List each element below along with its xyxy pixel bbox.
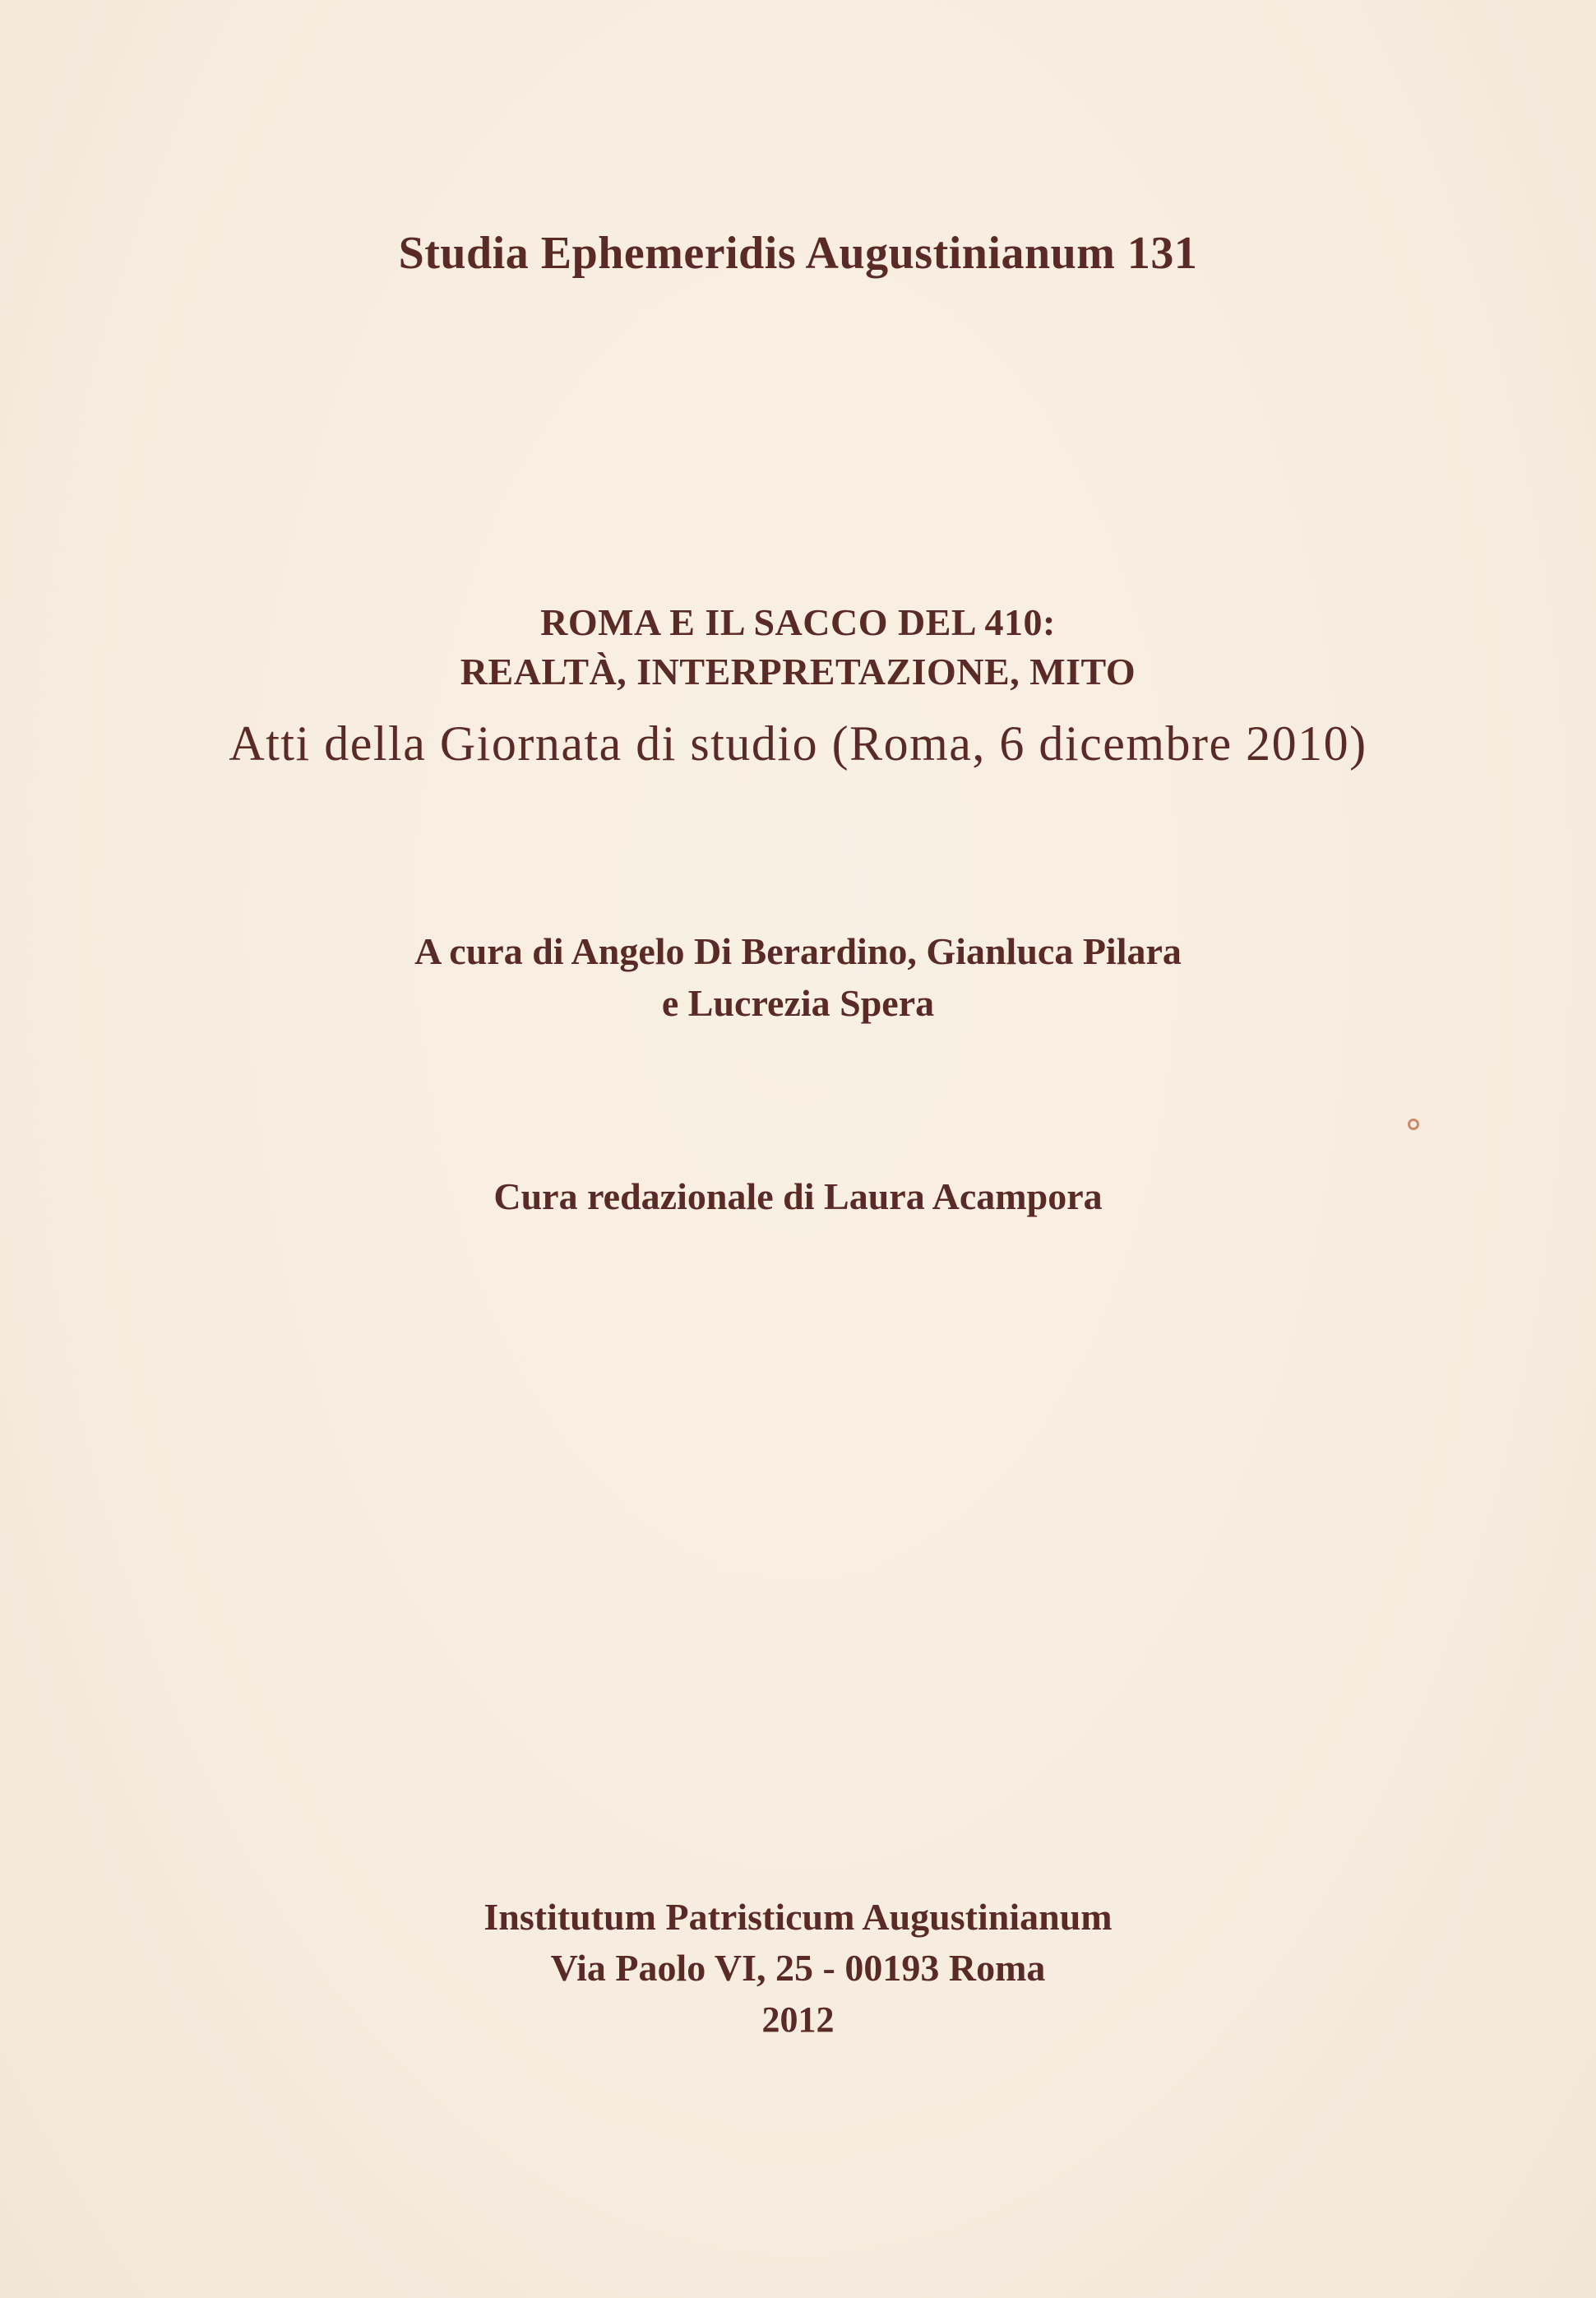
editors-line-2: e Lucrezia Spera xyxy=(661,982,935,1024)
book-title-line-1: ROMA E IL SACCO DEL 410: xyxy=(540,601,1056,643)
editors-line-1: A cura di Angelo Di Berardino, Gianluca Pilara xyxy=(414,930,1182,972)
book-title-line-2: REALTÀ, INTERPRETAZIONE, MITO xyxy=(460,651,1136,693)
editorial-care: Cura redazionale di Laura Acampora xyxy=(493,1175,1103,1217)
publisher-address: Via Paolo VI, 25 - 00193 Roma xyxy=(550,1947,1046,1989)
publisher-name: Institutum Patristicum Augustinianum xyxy=(483,1896,1113,1938)
book-subtitle: Atti della Giornata di studio (Roma, 6 dicembre 2010) xyxy=(229,716,1367,771)
series-title: Studia Ephemeridis Augustinianum 131 xyxy=(398,228,1198,279)
publication-year: 2012 xyxy=(761,1999,835,2040)
paper-speck xyxy=(1408,1119,1419,1130)
